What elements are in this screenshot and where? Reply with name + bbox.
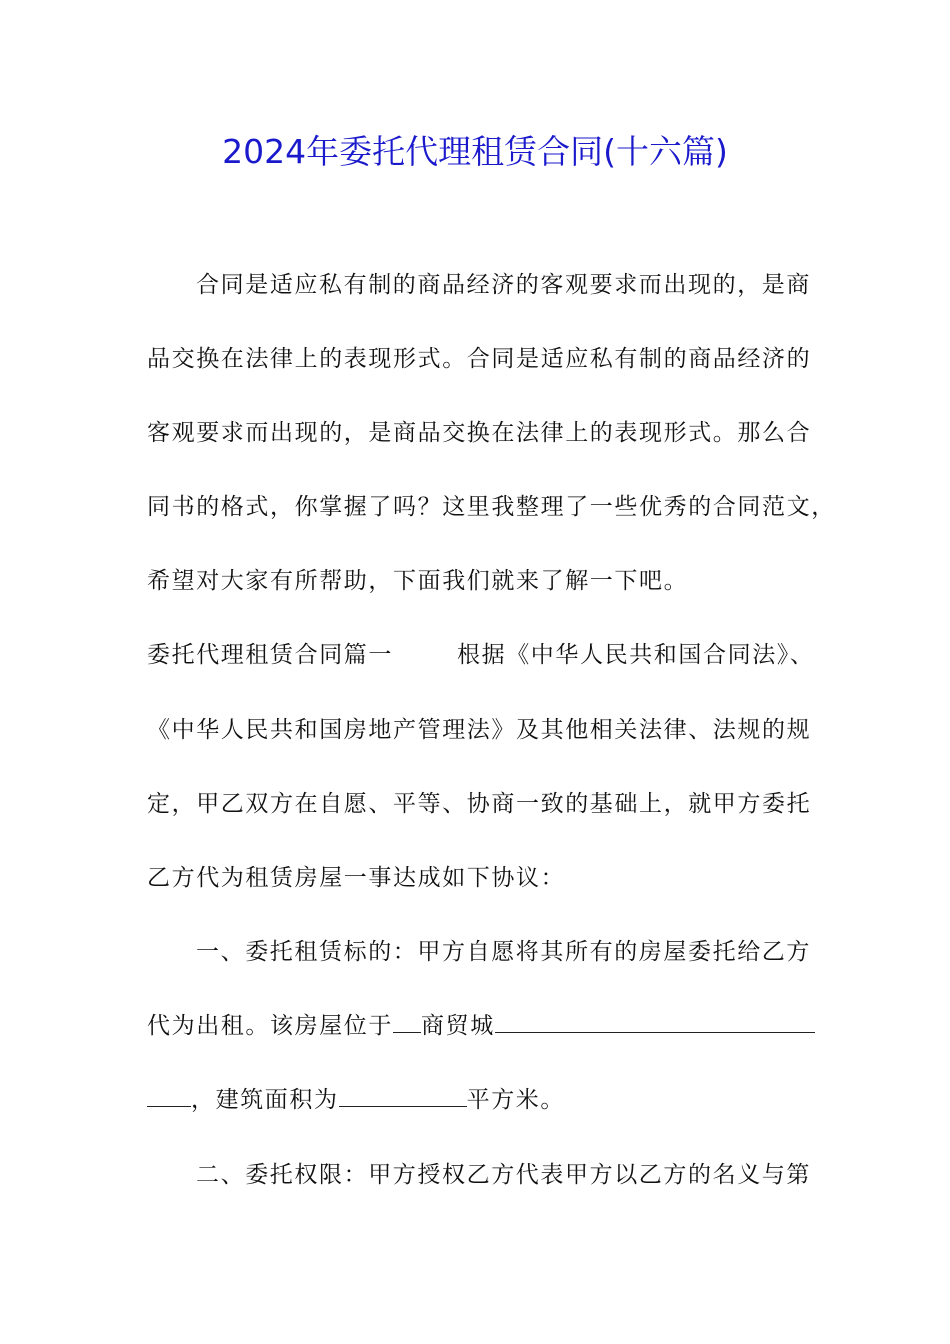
- clause1-location-prefix: 代为出租。该房屋位于: [147, 1013, 393, 1039]
- clause1-area-label: ，建筑面积为: [191, 1087, 339, 1113]
- clause1-line-2: [147, 1006, 817, 1046]
- section-body-line-3: 乙方代为租赁房屋一事达成如下协议：: [147, 865, 566, 891]
- intro-line-3: 客观要求而出现的，是商品交换在法律上的表现形式。那么合: [147, 420, 812, 446]
- blank-underline: [495, 1010, 815, 1033]
- section-heading: 委托代理租赁合同篇一: [147, 642, 393, 668]
- clause1-line-1: 一、委托租赁标的：甲方自愿将其所有的房屋委托给乙方: [196, 939, 811, 965]
- intro-line-5: 希望对大家有所帮助，下面我们就来了解一下吧。: [147, 568, 689, 594]
- intro-line-1: 合同是适应私有制的商品经济的客观要求而出现的，是商: [196, 272, 811, 298]
- blank-underline: [393, 1010, 421, 1033]
- section-heading-line: [147, 635, 817, 675]
- clause1-area-unit: 平方米。: [466, 1087, 566, 1113]
- section-body-line-2: 定，甲乙双方在自愿、平等、协商一致的基础上，就甲方委托: [147, 791, 812, 817]
- section-lead: 根据《中华人民共和国合同法》、: [457, 642, 815, 668]
- clause1-line-3: [147, 1080, 817, 1120]
- section-body-line-1: 《中华人民共和国房地产管理法》及其他相关法律、法规的规: [147, 717, 812, 743]
- blank-underline: [339, 1084, 467, 1107]
- clause2-line-1: 二、委托权限：甲方授权乙方代表甲方以乙方的名义与第: [196, 1162, 811, 1188]
- intro-line-4: 同书的格式，你掌握了吗？这里我整理了一些优秀的合同范文，: [147, 494, 836, 520]
- blank-underline: [147, 1084, 191, 1107]
- clause1-location-fill: 商贸城: [421, 1013, 495, 1039]
- document-title: 2024年委托代理租赁合同(十六篇): [222, 132, 728, 171]
- intro-line-2: 品交换在法律上的表现形式。合同是适应私有制的商品经济的: [147, 346, 812, 372]
